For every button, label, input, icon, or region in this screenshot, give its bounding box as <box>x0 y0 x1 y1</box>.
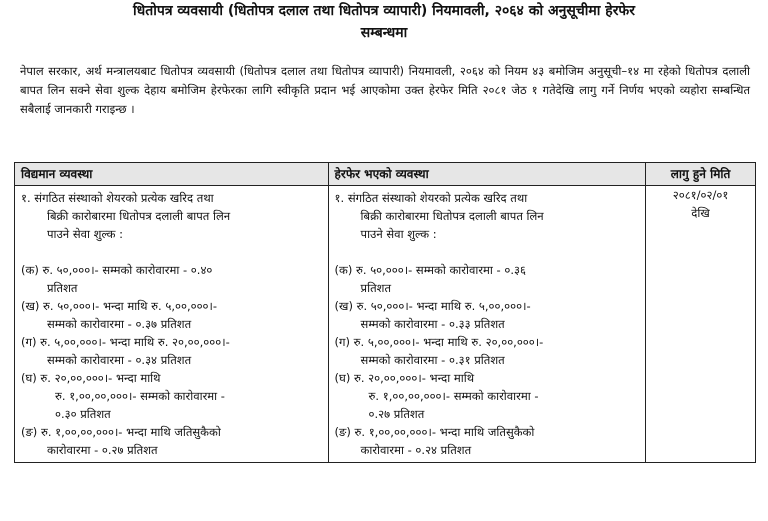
text-line: बिक्री कारोबारमा धितोपत्र दलाली बापत लिन <box>360 209 544 223</box>
text-line: (घ) रु. २०,००,०००।- भन्दा माथि <box>21 371 161 385</box>
text-line: कारोवारमा - ०.२४ प्रतिशत <box>360 443 472 457</box>
existing-slab-ng <box>21 423 322 459</box>
text-line: (ख) रु. ५०,०००।- भन्दा माथि रु. ५,००,०००।- <box>21 299 218 313</box>
text-line: पाउने सेवा शुल्क : <box>360 227 437 241</box>
intro-paragraph: नेपाल सरकार, अर्थ मन्त्रालयबाट धितोपत्र व्यवसायी (धितोपत्र दलाल तथा धितोपत्र व्यापारी) नियमावली, २०६४ को नियम ४३ बमोजिम अनुसूची–१४ मा रहेको धितोपत्र दलाली बापत लिन सक्ने सेवा शुल्क देहाय बमोजिम हेरफेरका लागि स्वीकृति प्रदान भई आएकोमा उक्त हेरफेर मिति २०८१ जेठ १ गतेदेखि लागु गर्ने निर्णय भएको व्यहोरा सम्बन्धित सबैलाई जानकारी गराइन्छ । <box>20 64 750 116</box>
text-line: प्रतिशत <box>360 281 391 295</box>
text-line: (क) रु. ५०,०००।- सम्मको कारोवारमा - ०.४० <box>21 263 213 277</box>
text-line: कारोवारमा - ०.२७ प्रतिशत <box>47 443 158 457</box>
text-line: (ग) रु. ५,००,०००।- भन्दा माथि रु. २०,००,०००।- <box>334 335 544 349</box>
text-line: ०.२७ प्रतिशत <box>368 407 425 421</box>
amended-slab-k <box>335 261 640 297</box>
effective-date-suffix: देखि <box>691 206 710 220</box>
text-line: सम्मको कारोवारमा - ०.३४ प्रतिशत <box>47 353 192 367</box>
existing-slab-g <box>21 333 322 369</box>
existing-slab-k <box>21 261 322 297</box>
existing-provision-cell <box>15 186 329 463</box>
text-line: (घ) रु. २०,००,०००।- भन्दा माथि <box>334 371 475 385</box>
text-line: (ङ) रु. १,००,००,०००।- भन्दा माथि जतिसुकैको <box>21 425 221 439</box>
amended-slab-kh <box>335 297 640 333</box>
title-line-2: सम्बन्धमा <box>360 25 408 41</box>
effective-date-cell <box>646 186 756 463</box>
notice-title <box>14 0 754 44</box>
amended-intro <box>335 189 640 243</box>
text-line: ०.३० प्रतिशत <box>55 407 111 421</box>
fee-comparison-table <box>14 162 756 463</box>
amended-slab-gh <box>335 369 640 423</box>
text-line: सम्मको कारोवारमा - ०.३३ प्रतिशत <box>360 317 505 331</box>
text-line: रु. १,००,००,०००।- सम्मको कारोवारमा - <box>368 389 539 403</box>
text-line: (क) रु. ५०,०००।- सम्मको कारोवारमा - ०.३६ <box>334 263 526 277</box>
text-line: (ग) रु. ५,००,०००।- भन्दा माथि रु. २०,००,०००।- <box>21 335 230 349</box>
table-row <box>15 186 756 463</box>
table-header-row <box>15 163 756 186</box>
text-line: १. संगठित संस्थाको शेयरको प्रत्येक खरिद तथा <box>334 191 528 205</box>
text-line: १. संगठित संस्थाको शेयरको प्रत्येक खरिद तथा <box>21 191 214 205</box>
text-line: (ख) रु. ५०,०००।- भन्दा माथि रु. ५,००,०००।- <box>334 299 531 313</box>
text-line: रु. १,००,००,०००।- सम्मको कारोवारमा - <box>55 389 225 403</box>
header-amended: हेरफेर भएको व्यवस्था <box>328 163 646 186</box>
text-line: पाउने सेवा शुल्क : <box>47 227 124 241</box>
text-line: सम्मको कारोवारमा - ०.३७ प्रतिशत <box>47 317 192 331</box>
text-line: (ङ) रु. १,००,००,०००।- भन्दा माथि जतिसुकैको <box>334 425 535 439</box>
amended-slab-g <box>335 333 640 369</box>
existing-intro <box>21 189 322 243</box>
effective-date: २०८१/०२/०१ <box>672 188 729 202</box>
amended-slab-ng <box>335 423 640 459</box>
amended-provision-cell <box>328 186 646 463</box>
text-line: सम्मको कारोवारमा - ०.३१ प्रतिशत <box>360 353 505 367</box>
header-existing: विद्यमान व्यवस्था <box>15 163 329 186</box>
text-line: बिक्री कारोबारमा धितोपत्र दलाली बापत लिन <box>47 209 231 223</box>
text-line: प्रतिशत <box>47 281 78 295</box>
existing-slab-gh <box>21 369 322 423</box>
existing-slab-kh <box>21 297 322 333</box>
header-effective-date: लागु हुने मिति <box>646 163 756 186</box>
title-line-1: धितोपत्र व्यवसायी (धितोपत्र दलाल तथा धितोपत्र व्यापारी) नियमावली, २०६४ को अनुसूचीमा हेरफेर <box>133 3 635 19</box>
